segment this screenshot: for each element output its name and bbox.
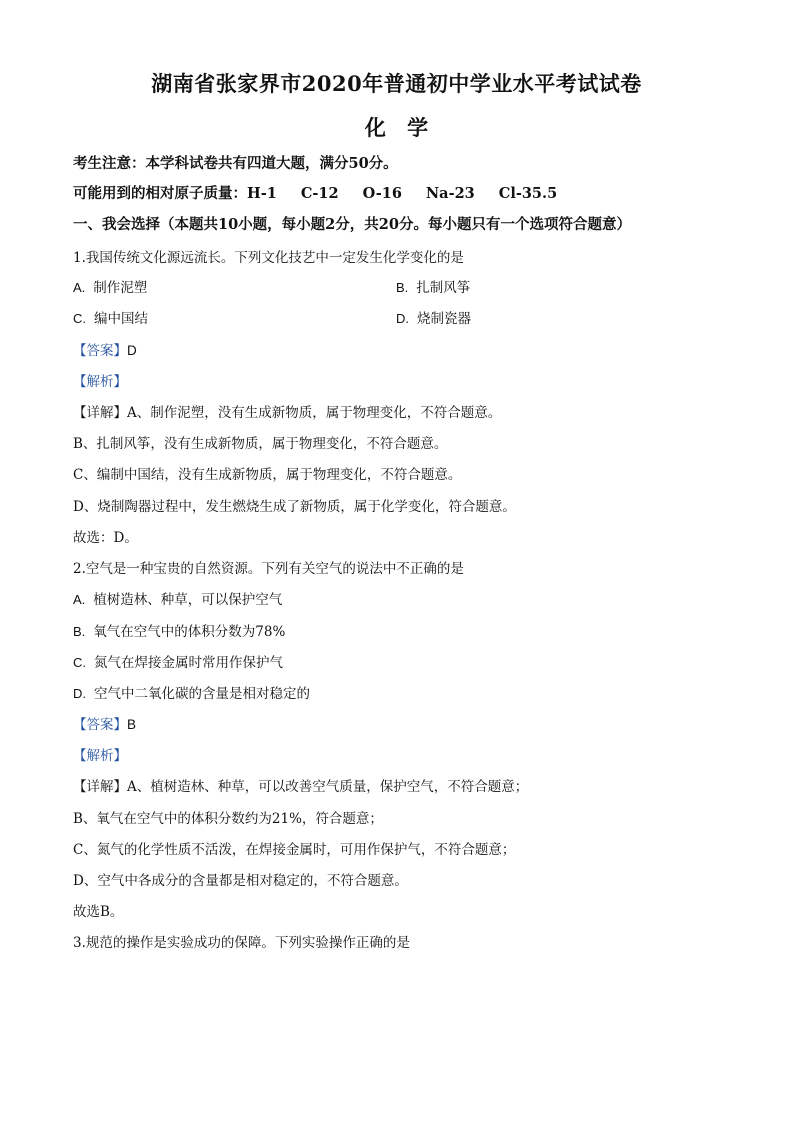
subject-title: 化 学	[364, 115, 429, 140]
question-2-detail: 【详解】A、植树造林、种草，可以改善空气质量，保护空气，不符合题意；	[73, 779, 529, 795]
question-1-detail: B、扎制风筝，没有生成新物质，属于物理变化，不符合题意。	[73, 436, 448, 452]
question-1-detail: C、编制中国结，没有生成新物质，属于物理变化，不符合题意。	[73, 467, 462, 483]
answer-value: D	[127, 343, 137, 358]
question-1-option-b: B. 扎制风筝	[396, 280, 471, 296]
question-2-answer	[73, 713, 136, 733]
atom-mass: Na-23	[425, 185, 475, 202]
exam-notice: 考生注意：本学科试卷共有四道大题，满分50分。	[73, 155, 398, 172]
question-2-option-d: D. 空气中二氧化碳的含量是相对稳定的	[73, 686, 310, 702]
atomic-masses	[73, 182, 581, 203]
question-2-option-b: B. 氧气在空气中的体积分数为78%	[73, 624, 286, 640]
question-2-stem: 2.空气是一种宝贵的自然资源。下列有关空气的说法中不正确的是	[73, 561, 464, 577]
atom-mass: O-16	[362, 185, 402, 202]
question-2-conclusion: 故选B。	[73, 904, 124, 920]
atom-mass: Cl-35.5	[498, 185, 558, 202]
question-1-detail: D、烧制陶器过程中，发生燃烧生成了新物质，属于化学变化，符合题意。	[73, 499, 516, 515]
question-1-option-a: A. 制作泥塑	[73, 280, 148, 296]
question-2-option-a: A. 植树造林、种草，可以保护空气	[73, 592, 283, 608]
answer-tag: 【答案】	[73, 343, 127, 359]
answer-tag: 【答案】	[73, 717, 127, 733]
answer-value: B	[127, 717, 137, 732]
question-1-detail: 【详解】A、制作泥塑，没有生成新物质，属于物理变化，不符合题意。	[73, 405, 502, 421]
question-1-option-c: C. 编中国结	[73, 311, 148, 327]
atom-mass: C-12	[300, 185, 339, 202]
question-2-detail: D、空气中各成分的含量都是相对稳定的，不符合题意。	[73, 873, 408, 889]
question-2-detail: C、氮气的化学性质不活泼，在焊接金属时，可用作保护气，不符合题意；	[73, 842, 516, 858]
question-1-option-d: D. 烧制瓷器	[396, 311, 471, 327]
question-3-stem: 3.规范的操作是实验成功的保障。下列实验操作正确的是	[73, 935, 410, 951]
atomic-masses-prefix: 可能用到的相对原子质量：	[73, 185, 247, 202]
section-heading: 一、我会选择（本题共10小题，每小题2分，共20分。每小题只有一个选项符合题意）	[73, 216, 631, 233]
question-1-analysis-tag: 【解析】	[73, 374, 127, 390]
question-2-detail: B、氧气在空气中的体积分数约为21%，符合题意；	[73, 811, 383, 827]
question-1-conclusion: 故选：D。	[73, 530, 138, 546]
question-1-answer	[73, 339, 137, 359]
atom-mass: H-1	[247, 185, 277, 202]
exam-title: 湖南省张家界市2020年普通初中学业水平考试试卷	[151, 71, 642, 96]
question-2-analysis-tag: 【解析】	[73, 748, 127, 764]
question-1-stem: 1.我国传统文化源远流长。下列文化技艺中一定发生化学变化的是	[73, 250, 464, 266]
question-2-option-c: C. 氮气在焊接金属时常用作保护气	[73, 655, 283, 671]
